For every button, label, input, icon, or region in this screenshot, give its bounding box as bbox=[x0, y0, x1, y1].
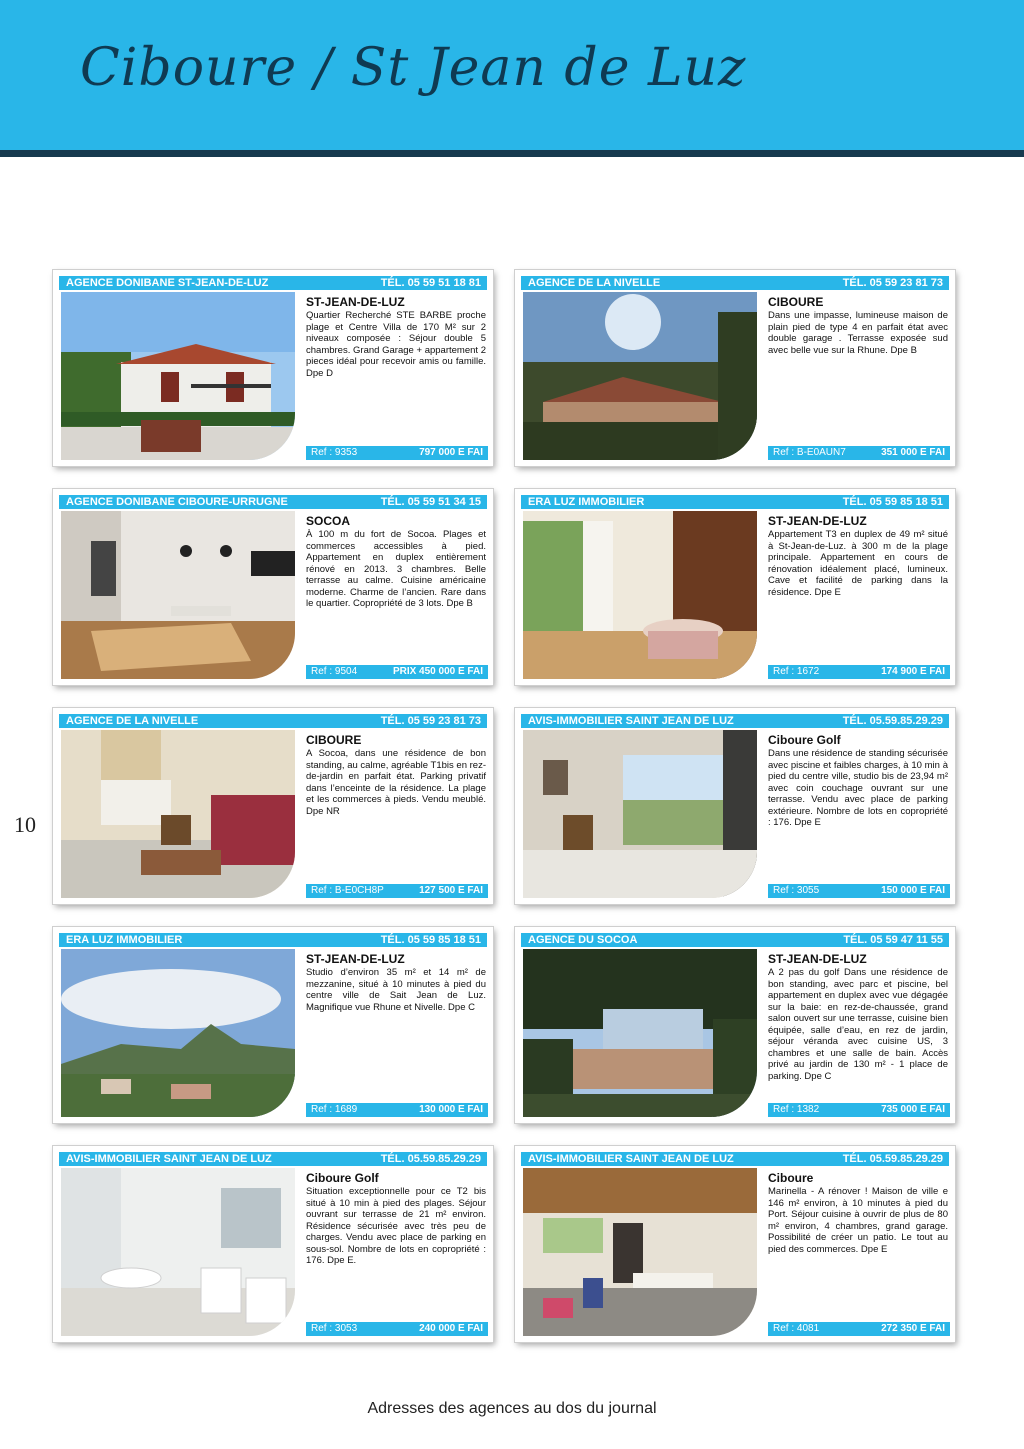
listing-ref-bar bbox=[306, 1103, 488, 1117]
agency-name: AVIS-IMMOBILIER SAINT JEAN DE LUZ bbox=[528, 715, 734, 727]
listing-location: ST-JEAN-DE-LUZ bbox=[768, 952, 867, 966]
listing-description: À 100 m du fort de Socoa. Plages et commerces accessibles à pied. Appartement en duplex entièrement rénové en 2013. 3 chambres. Belle terrasse au calme. Cuisine américaine moderne. Charme de l’ancien. Rare dans le quartier. Copropriété de 3 lots. Dpe B bbox=[306, 529, 486, 609]
listing-ref: Ref : 9353 bbox=[311, 447, 358, 458]
agency-name: AVIS-IMMOBILIER SAINT JEAN DE LUZ bbox=[66, 1153, 272, 1165]
agency-phone: TÉL. 05.59.85.29.29 bbox=[380, 1153, 481, 1165]
property-photo[interactable] bbox=[61, 1168, 295, 1336]
agency-name: AGENCE DONIBANE ST-JEAN-DE-LUZ bbox=[66, 277, 269, 289]
agency-name: AGENCE DONIBANE CIBOURE-URRUGNE bbox=[66, 496, 288, 508]
agency-phone: TÉL. 05 59 85 18 51 bbox=[842, 496, 943, 508]
listing-card[interactable] bbox=[515, 708, 955, 904]
listing-ref-bar bbox=[768, 1322, 950, 1336]
listing-card[interactable] bbox=[515, 1146, 955, 1342]
listing-card[interactable] bbox=[53, 1146, 493, 1342]
listing-price: 130 000 E FAI bbox=[419, 1104, 483, 1115]
page-number: 10 bbox=[14, 812, 36, 837]
listing-ref-bar bbox=[306, 446, 488, 460]
property-photo[interactable] bbox=[61, 730, 295, 898]
listing-ref: Ref : 3053 bbox=[311, 1323, 358, 1334]
listing-ref: Ref : 9504 bbox=[311, 666, 358, 677]
listing-ref: Ref : B-E0CH8P bbox=[311, 885, 384, 896]
listing-ref-bar bbox=[768, 665, 950, 679]
agency-name: ERA LUZ IMMOBILIER bbox=[528, 496, 645, 508]
listing-header bbox=[59, 495, 487, 509]
footer-note: Adresses des agences au dos du journal bbox=[367, 1400, 657, 1417]
agency-name: ERA LUZ IMMOBILIER bbox=[66, 934, 183, 946]
listing-header bbox=[59, 714, 487, 728]
agency-phone: TÉL. 05.59.85.29.29 bbox=[842, 715, 943, 727]
listing-price: 797 000 E FAI bbox=[419, 447, 483, 458]
listing-ref-bar bbox=[306, 665, 488, 679]
listing-header bbox=[521, 276, 949, 290]
listing-header bbox=[521, 495, 949, 509]
listing-ref: Ref : 3055 bbox=[773, 885, 820, 896]
listing-price: 735 000 E FAI bbox=[881, 1104, 945, 1115]
listing-description: A 2 pas du golf Dans une résidence de bon standing, avec parc et piscine, bel appartement en duplex avec vue dégagée sur la baie: en rez-de-chaussée, grand salon ouvert sur une terrasse, cuisine bien équipée, salle d’eau, en rez de jardin, séjour véranda avec cuisine US, 3 chambres et une salle de bain. Accès privé au jardin de 130 m² - 1 place de parking. Dpe C bbox=[768, 967, 948, 1082]
listing-price: PRIX 450 000 E FAI bbox=[392, 666, 483, 677]
listing-description: Dans une impasse, lumineuse maison de plain pied de type 4 en parfait état avec double garage . Terrasse exposée sud avec belle vue sur la Rhune. Dpe B bbox=[768, 310, 948, 356]
listing-description: Quartier Recherché STE BARBE proche plage et Centre Villa de 170 M² sur 2 niveaux composée : Séjour double 5 chambres. Grand Garage + appartement 2 pieces idéal pour recevoir amis ou famille. Dpe D bbox=[306, 310, 486, 379]
agency-name: AGENCE DE LA NIVELLE bbox=[528, 277, 661, 289]
property-photo[interactable] bbox=[523, 730, 757, 898]
agency-phone: TÉL. 05 59 51 34 15 bbox=[380, 496, 481, 508]
listing-description: Situation exceptionnelle pour ce T2 bis situé à 10 min à pied des plages. Séjour ouvrant sur terrasse de 21 m² environ. Résidence sécurisée avec très peu de charges. Vendu avec place de parking en sous-sol. Nombre de lots en copropriété : 176. Dpe E. bbox=[306, 1186, 486, 1266]
page-title: Ciboure / St Jean de Luz bbox=[80, 38, 747, 98]
listing-header bbox=[59, 933, 487, 947]
listing-location: SOCOA bbox=[306, 514, 351, 528]
agency-phone: TÉL. 05 59 51 18 81 bbox=[380, 277, 481, 289]
agency-phone: TÉL. 05 59 85 18 51 bbox=[380, 934, 481, 946]
listing-ref-bar bbox=[306, 884, 488, 898]
listing-ref-bar bbox=[768, 446, 950, 460]
listing-description: Studio d’environ 35 m² et 14 m² de mezzanine, situé à 10 minutes à pied du centre ville de Sait Jean de Luz. Magnifique vue Rhune et Nivelle. Dpe C bbox=[306, 967, 486, 1013]
agency-name: AVIS-IMMOBILIER SAINT JEAN DE LUZ bbox=[528, 1153, 734, 1165]
listing-location: Ciboure Golf bbox=[306, 1171, 379, 1185]
agency-name: AGENCE DE LA NIVELLE bbox=[66, 715, 199, 727]
listing-price: 272 350 E FAI bbox=[881, 1323, 945, 1334]
listing-ref-bar bbox=[768, 884, 950, 898]
listing-header bbox=[521, 1152, 949, 1166]
listing-price: 174 900 E FAI bbox=[881, 666, 945, 677]
property-photo[interactable] bbox=[523, 949, 757, 1117]
listing-price: 351 000 E FAI bbox=[881, 447, 945, 458]
listing-header bbox=[521, 933, 949, 947]
listing-card[interactable] bbox=[515, 489, 955, 685]
listing-price: 127 500 E FAI bbox=[419, 885, 483, 896]
listing-header bbox=[59, 276, 487, 290]
listing-ref: Ref : 1672 bbox=[773, 666, 820, 677]
listing-location: ST-JEAN-DE-LUZ bbox=[306, 952, 405, 966]
listing-price: 240 000 E FAI bbox=[419, 1323, 483, 1334]
listing-ref: Ref : 4081 bbox=[773, 1323, 820, 1334]
agency-name: AGENCE DU SOCOA bbox=[528, 934, 638, 946]
listing-location: Ciboure bbox=[768, 1171, 814, 1185]
agency-phone: TÉL. 05.59.85.29.29 bbox=[842, 1153, 943, 1165]
listing-description: A Socoa, dans une résidence de bon standing, au calme, agréable T1bis en rez-de-jardin en parfait état. Parking privatif dans l’enceinte de la résidence. La plage et les commerces à pieds. Vendu meublé. Dpe NR bbox=[306, 748, 486, 817]
property-photo[interactable] bbox=[523, 1168, 757, 1336]
listing-location: CIBOURE bbox=[768, 295, 824, 309]
listing-header bbox=[521, 714, 949, 728]
agency-phone: TÉL. 05 59 47 11 55 bbox=[843, 934, 943, 946]
listing-description: Dans une résidence de standing sécurisée avec piscine et faibles charges, à 10 min à pied du centre ville, studio bis de 23,94 m² avec coin couchage ouvrant sur une terrasse. Vendu avec place de parking extérieure. Nombre de lots en copropriété : 176. Dpe E bbox=[768, 748, 948, 828]
agency-phone: TÉL. 05 59 23 81 73 bbox=[380, 715, 481, 727]
property-photo[interactable] bbox=[523, 511, 757, 679]
listing-card[interactable] bbox=[53, 489, 493, 685]
listing-card[interactable] bbox=[53, 708, 493, 904]
listing-location: Ciboure Golf bbox=[768, 733, 841, 747]
listing-card[interactable] bbox=[515, 927, 955, 1123]
property-photo[interactable] bbox=[61, 292, 295, 460]
listing-ref: Ref : B-E0AUN7 bbox=[773, 447, 846, 458]
agency-phone: TÉL. 05 59 23 81 73 bbox=[842, 277, 943, 289]
property-photo[interactable] bbox=[61, 949, 295, 1117]
listing-description: Appartement T3 en duplex de 49 m² situé à St-Jean-de-Luz. à 300 m de la plage principale. Appartement en cours de rénovation idéalement placé, lumineux. Cave et facilité de parking dans la résidence. Dpe E bbox=[768, 529, 948, 598]
listing-header bbox=[59, 1152, 487, 1166]
listing-location: ST-JEAN-DE-LUZ bbox=[306, 295, 405, 309]
header-divider bbox=[0, 150, 1024, 157]
listing-description: Marinella - A rénover ! Maison de ville e 146 m² environ, à 10 minutes à pied du Port. Séjour cuisine à ouvrir de plus de 80 m² environ, 4 chambres, grand garage. Possibilité de créer un patio. Le tout au pied des commerces. Dpe E bbox=[768, 1186, 948, 1255]
listing-location: ST-JEAN-DE-LUZ bbox=[768, 514, 867, 528]
listing-card[interactable] bbox=[515, 270, 955, 466]
listing-ref-bar bbox=[306, 1322, 488, 1336]
property-photo[interactable] bbox=[523, 292, 757, 460]
listing-ref-bar bbox=[768, 1103, 950, 1117]
property-photo[interactable] bbox=[61, 511, 295, 679]
listing-location: CIBOURE bbox=[306, 733, 362, 747]
listing-price: 150 000 E FAI bbox=[881, 885, 945, 896]
listing-card[interactable] bbox=[53, 270, 493, 466]
listing-card[interactable] bbox=[53, 927, 493, 1123]
listing-ref: Ref : 1689 bbox=[311, 1104, 358, 1115]
listing-ref: Ref : 1382 bbox=[773, 1104, 820, 1115]
